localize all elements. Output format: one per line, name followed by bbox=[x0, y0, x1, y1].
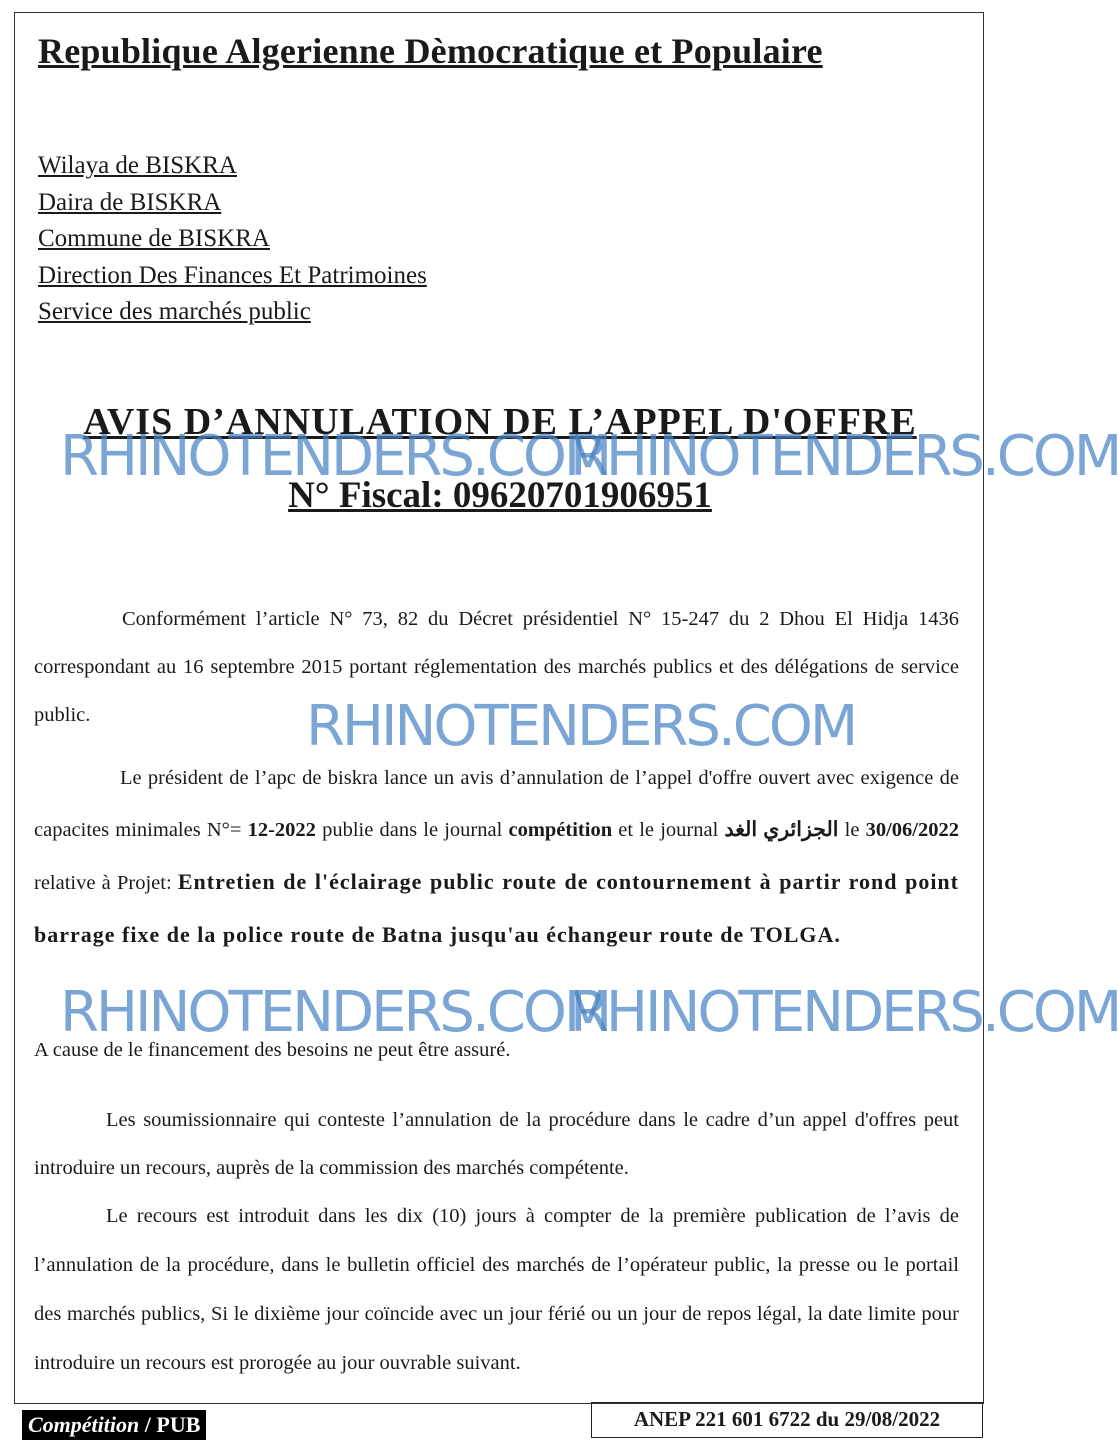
cancellation-text-5: relative à Projet: bbox=[34, 872, 178, 894]
publication-separator: / bbox=[139, 1412, 157, 1437]
cancellation-text-1: Le président de l’apc de biskra lance un avis d’annulation de l’appel d'offre ouvert avec exigence de capacites minimales N°= bbox=[34, 767, 959, 841]
journal-competition: compétition bbox=[508, 819, 613, 841]
wilaya-line: Wilaya de BISKRA bbox=[38, 152, 237, 179]
paragraph-appeal: Le recours est introduit dans les dix (10) jours à compter de la première publication de l’avis de l’annulation de la procédure, dans le bulletin officiel des marchés de l’opérateur public, la presse ou le portail des marchés publics, Si le dixième jour coïncide avec un jour férié ou un jour de repos légal, la date limite pour introduire un recours est prorogée au jour ouvrable suivant. bbox=[34, 1205, 959, 1374]
cancellation-text-2: publie dans le journal bbox=[315, 819, 509, 841]
watermark-2: RHINOTENDERS.COM bbox=[570, 424, 1119, 489]
watermark-5: RHINOTENDERS.COM bbox=[570, 980, 1119, 1045]
publication-date: 30/06/2022 bbox=[865, 819, 959, 841]
service-line: Service des marchés public bbox=[38, 298, 311, 325]
watermark-1: RHINOTENDERS.COM bbox=[60, 424, 610, 489]
journal-arabic: الجزائري الغد bbox=[724, 819, 839, 841]
cancellation-text-3: et le journal bbox=[612, 819, 725, 841]
paragraph-contest: Les soumissionnaire qui conteste l’annulation de la procédure dans le cadre d’un appel d'offres peut introduire un recours, auprès de la commission des marchés compétente. bbox=[34, 1109, 959, 1179]
commune-line: Commune de BISKRA bbox=[38, 225, 270, 252]
cancellation-text-4: le bbox=[838, 819, 866, 841]
publication-badge bbox=[22, 1410, 206, 1440]
project-title: Entretien de l'éclairage public route de contournement à partir rond point barrage fixe de la police route de Batna jusqu'au échangeur route de TOLGA. bbox=[34, 869, 959, 947]
administration-block bbox=[38, 148, 427, 331]
direction-line: Direction Des Finances Et Patrimoines bbox=[38, 261, 427, 289]
fiscal-number: N° Fiscal: 09620701906951 bbox=[288, 475, 712, 516]
notice-title: AVIS D’ANNULATION DE L’APPEL D'OFFRE bbox=[83, 401, 917, 443]
watermark-3: RHINOTENDERS.COM bbox=[306, 694, 856, 759]
pub-label: PUB bbox=[156, 1412, 201, 1437]
daira-line: Daira de BISKRA bbox=[38, 188, 222, 216]
tender-number: 12-2022 bbox=[247, 819, 316, 841]
anep-reference: ANEP 221 601 6722 du 29/08/2022 bbox=[591, 1402, 983, 1438]
watermark-4: RHINOTENDERS.COM bbox=[60, 980, 610, 1045]
publication-name: Compétition bbox=[28, 1412, 140, 1437]
paragraph-legal-basis: Conformément l’article N° 73, 82 du Décret présidentiel N° 15-247 du 2 Dhou El Hidja 1436 correspondant au 16 septembre 2015 portant réglementation des marchés publics et des délégations de service public. bbox=[34, 608, 959, 726]
paragraph-reason: A cause de le financement des besoins ne peut être assuré. bbox=[34, 1039, 511, 1061]
paragraph-cancellation bbox=[34, 752, 959, 962]
republic-heading: Republique Algerienne Dèmocratique et Populaire bbox=[38, 31, 823, 71]
